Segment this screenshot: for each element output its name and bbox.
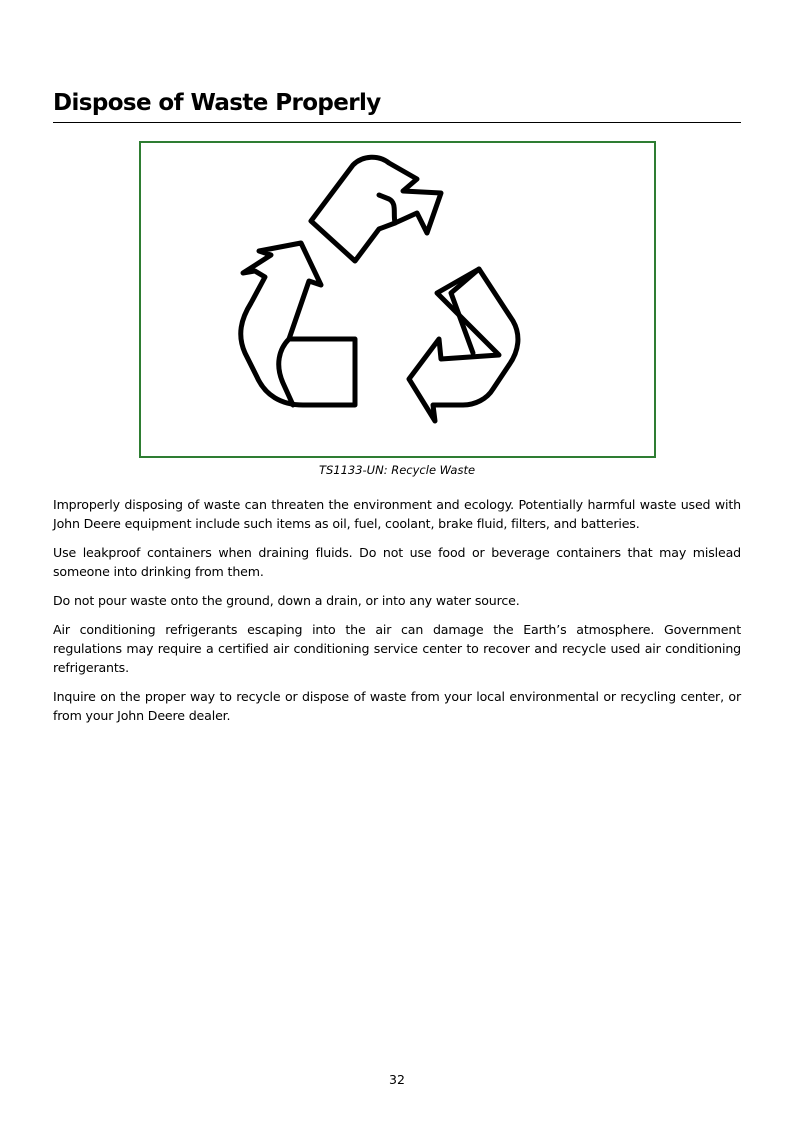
page-number: 32: [389, 1072, 405, 1087]
figure-caption: TS1133-UN: Recycle Waste: [318, 463, 476, 477]
figure-frame: [139, 141, 656, 458]
page-title: Dispose of Waste Properly: [53, 86, 741, 123]
paragraph: Use leakproof containers when draining fluids. Do not use food or beverage containers that may mislead someone into drinking from them.: [53, 545, 741, 579]
paragraph: Inquire on the proper way to recycle or dispose of waste from your local environmental or recycling center, or from your John Deere dealer.: [53, 689, 741, 723]
recycle-icon: [141, 143, 654, 456]
body-text: [53, 495, 741, 735]
paragraph: Improperly disposing of waste can threaten the environment and ecology. Potentially harmful waste used with John Deere equipment include such items as oil, fuel, coolant, brake fluid, filters, and batteries.: [53, 497, 741, 531]
recycle-arrow-top: [311, 157, 441, 261]
recycle-arrow-right: [409, 269, 518, 421]
paragraph: Air conditioning refrigerants escaping into the air can damage the Earth’s atmosphere. Government regulations may require a certified air conditioning service center to recover and recycle used air conditioning refrigerants.: [53, 622, 741, 675]
paragraph: Do not pour waste onto the ground, down a drain, or into any water source.: [53, 593, 520, 608]
recycle-arrow-left: [241, 243, 355, 405]
